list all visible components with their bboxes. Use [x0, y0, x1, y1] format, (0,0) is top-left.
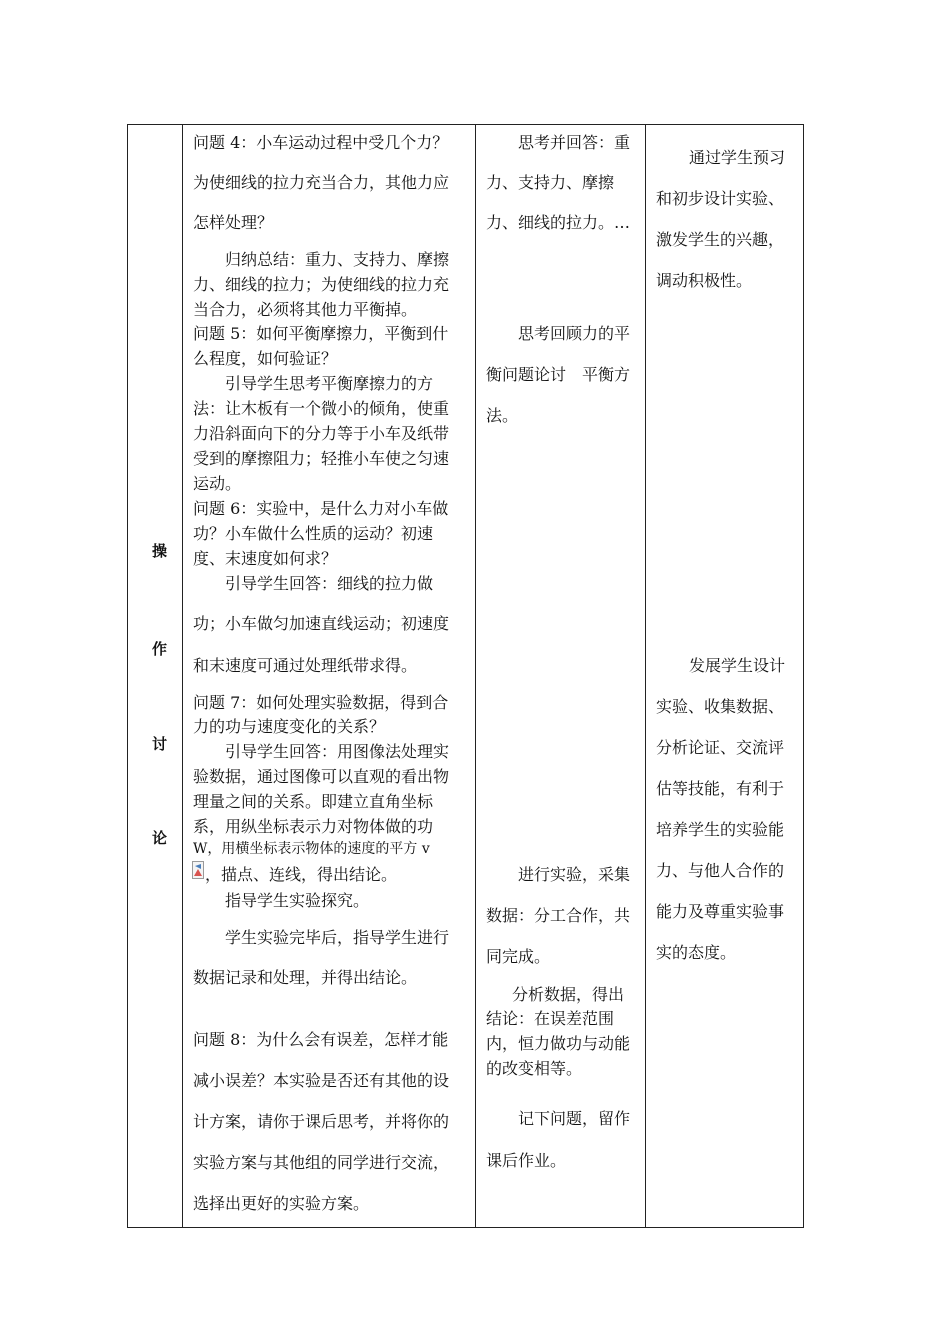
guide-5-line: 受到的摩擦阻力；轻推小车使之匀速	[193, 449, 450, 468]
row-label-char: 讨	[152, 735, 168, 753]
intent-line: 通过学生预习	[689, 148, 786, 167]
guide-5-line: 运动。	[193, 474, 242, 493]
student-answer-line: 内，恒力做功与动能	[486, 1034, 631, 1053]
intent-line: 激发学生的兴趣，	[656, 230, 785, 249]
guide-7-line: ，描点、连线，得出结论。	[205, 865, 398, 884]
student-answer-line: 的改变相等。	[486, 1059, 583, 1078]
summary-line: 当合力，必须将其他力平衡掉。	[193, 300, 418, 319]
student-answer-line: 思考回顾力的平	[518, 324, 631, 343]
question-8-line: 计方案，请你于课后思考，并将你的	[193, 1112, 450, 1131]
guide-7-line: W，用横坐标表示物体的速度的平方 v	[193, 841, 430, 857]
question-6-line: 度、末速度如何求？	[193, 549, 338, 568]
guide-5-line: 法：让木板有一个微小的倾角，使重	[193, 399, 450, 418]
column-divider	[645, 124, 646, 1228]
student-answer-line: 力、支持力、摩擦	[486, 173, 615, 192]
guide-experiment: 指导学生实验探究。	[225, 891, 370, 910]
guide-7-line: 理量之间的关系。即建立直角坐标	[193, 792, 434, 811]
intent-line: 培养学生的实验能	[656, 820, 785, 839]
intent-line: 分析论证、交流评	[656, 738, 785, 757]
student-answer-line: 进行实验，采集	[518, 865, 631, 884]
student-answer-line: 同完成。	[486, 947, 551, 966]
intent-line: 估等技能，有利于	[656, 779, 785, 798]
intent-line: 实的态度。	[656, 943, 737, 962]
question-6-line: 功？小车做什么性质的运动？初速	[193, 524, 434, 543]
question-8-line: 问题 8：为什么会有误差，怎样才能	[193, 1030, 449, 1049]
student-answer-line: 法。	[486, 406, 519, 425]
guide-7-line: 验数据，通过图像可以直观的看出物	[193, 767, 450, 786]
guide-6-line: 功；小车做匀加速直线运动；初速度	[193, 614, 450, 633]
question-4-line: 怎样处理？	[193, 213, 274, 232]
question-4-line: 问题 4：小车运动过程中受几个力？	[193, 133, 449, 152]
question-6-line: 问题 6：实验中，是什么力对小车做	[193, 499, 449, 518]
intent-line: 实验、收集数据、	[656, 697, 785, 716]
question-5-line: 问题 5：如何平衡摩擦力，平衡到什	[193, 324, 449, 343]
column-divider	[182, 124, 183, 1228]
student-answer-line: 衡问题论讨 平衡方	[486, 365, 631, 384]
question-7-line: 问题 7：如何处理实验数据，得到合	[193, 693, 449, 712]
intent-line: 力、与他人合作的	[656, 861, 785, 880]
student-answer-line: 数据：分工合作，共	[486, 906, 631, 925]
question-7-line: 力的功与速度变化的关系？	[193, 717, 386, 736]
column-divider	[475, 124, 476, 1228]
guide-7-line: 系，用纵坐标表示力对物体做的功	[193, 817, 434, 836]
student-answer-line: 记下问题，留作	[518, 1109, 631, 1128]
guide-5-line: 引导学生思考平衡摩擦力的方	[225, 374, 434, 393]
question-8-line: 选择出更好的实验方案。	[193, 1194, 370, 1213]
row-label-char: 作	[152, 640, 168, 658]
guide-5-line: 力沿斜面向下的分力等于小车及纸带	[193, 424, 450, 443]
guide-6-line: 引导学生回答：细线的拉力做	[225, 574, 434, 593]
guide-7-line: 引导学生回答：用图像法处理实	[225, 742, 450, 761]
question-8-line: 减小误差？本实验是否还有其他的设	[193, 1071, 450, 1090]
intent-line: 能力及尊重实验事	[656, 902, 785, 921]
student-answer-line: 力、细线的拉力。…	[486, 213, 631, 232]
student-answer-line: 分析数据，得出	[512, 985, 625, 1004]
student-answer-line: 思考并回答：重	[518, 133, 631, 152]
broken-image-icon	[192, 861, 204, 879]
row-label-char: 论	[152, 829, 168, 847]
question-4-line: 为使细线的拉力充当合力，其他力应	[193, 173, 450, 192]
guide-6-line: 和末速度可通过处理纸带求得。	[193, 656, 418, 675]
after-experiment-line: 数据记录和处理，并得出结论。	[193, 968, 418, 987]
intent-line: 和初步设计实验、	[656, 189, 785, 208]
student-answer-line: 课后作业。	[486, 1151, 567, 1170]
row-label-char: 操	[152, 542, 168, 560]
student-answer-line: 结论：在误差范围	[486, 1009, 615, 1028]
after-experiment-line: 学生实验完毕后，指导学生进行	[225, 928, 450, 947]
summary-line: 归纳总结：重力、支持力、摩擦	[225, 250, 450, 269]
intent-line: 调动积极性。	[656, 271, 753, 290]
summary-line: 力、细线的拉力；为使细线的拉力充	[193, 275, 450, 294]
intent-line: 发展学生设计	[689, 656, 786, 675]
question-8-line: 实验方案与其他组的同学进行交流，	[193, 1153, 450, 1172]
question-5-line: 么程度，如何验证？	[193, 349, 338, 368]
